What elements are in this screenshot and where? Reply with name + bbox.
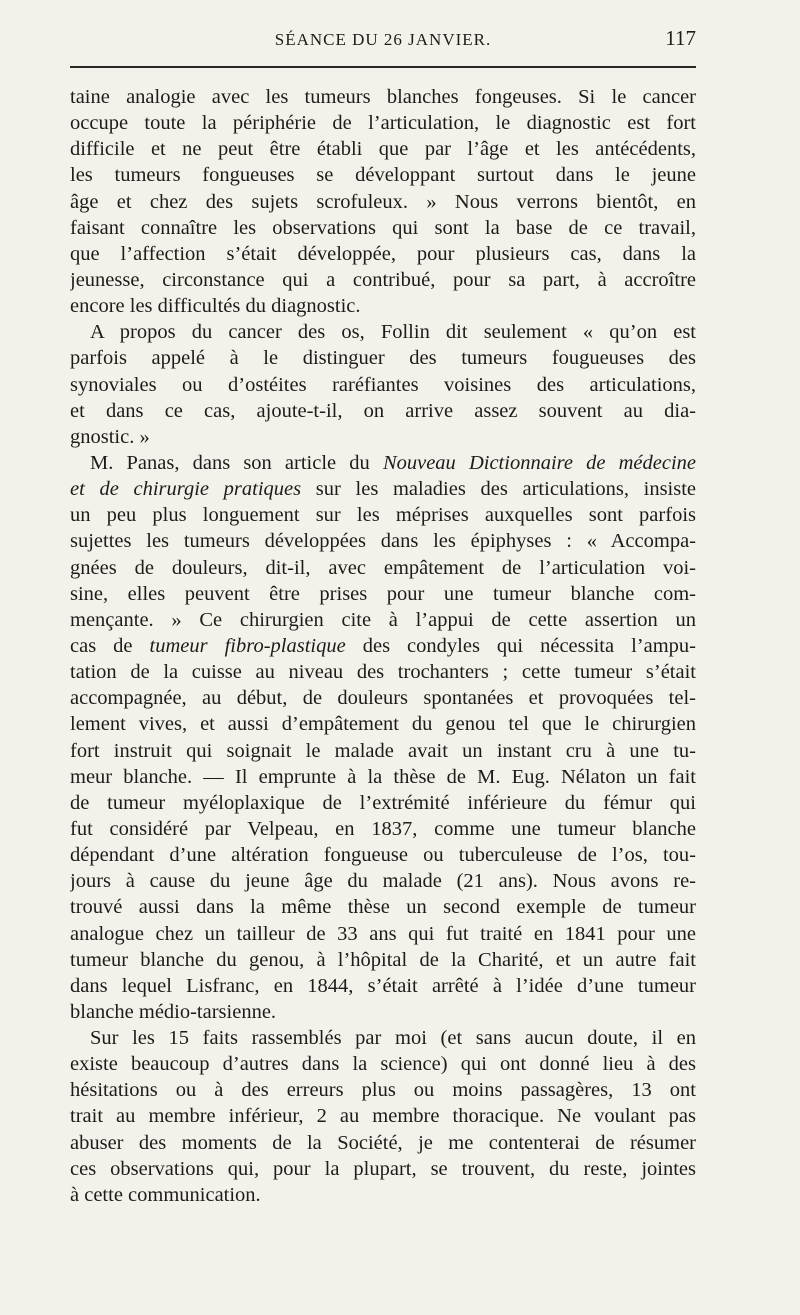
header-rule	[70, 66, 696, 68]
text-line: taine analogie avec les tumeurs blanches fongeuses. Si le cancer	[70, 86, 696, 108]
text-line: jours à cause du jeune âge du malade (21 ans). Nous avons re-	[70, 870, 696, 893]
text-line: accompagnée, au début, de douleurs spontanées et provoquées tel-	[70, 687, 696, 710]
text-line: gnostic. »	[70, 425, 150, 448]
text-line: existe beaucoup d’autres dans la science) qui ont donné lieu à des	[70, 1053, 696, 1076]
text-line: trouvé aussi dans la même thèse un second exemple de tumeur	[70, 896, 696, 919]
text-line: difficile et ne peut être établi que par l’âge et les antécédents,	[70, 138, 696, 161]
body-text	[70, 84, 696, 1208]
text-line: gnées de douleurs, dit-il, avec empâtement de l’articulation voi-	[70, 556, 696, 579]
text-line: encore les difficultés du diagnostic.	[70, 295, 361, 318]
text-line: ces observations qui, pour la plupart, se trouvent, du reste, jointes	[70, 1157, 696, 1180]
text-line: dépendant d’une altération fongueuse ou tuberculeuse de l’os, tou-	[70, 844, 696, 867]
text-line: abuser des moments de la Société, je me contenterai de résumer	[70, 1131, 696, 1154]
text-line	[70, 633, 696, 659]
text-line: que l’affection s’était développée, pour plusieurs cas, dans la	[70, 242, 696, 265]
text-line: fort instruit qui soignait le malade avait un instant cru à une tu-	[70, 739, 696, 762]
text-run: des condyles qui nécessita l’ampu-	[345, 634, 696, 657]
text-line: tation de la cuisse au niveau des trochanters ; cette tumeur s’était	[70, 661, 696, 684]
text-line: analogue chez un tailleur de 33 ans qui fut traité en 1841 pour une	[70, 922, 696, 945]
text-line: lement vives, et aussi d’empâtement du genou tel que le chirurgien	[70, 713, 696, 736]
text-line	[70, 476, 696, 502]
text-line: faisant connaître les observations qui sont la base de ce travail,	[70, 216, 696, 239]
text-line: sujettes les tumeurs développées dans les épiphyses : « Accompa-	[70, 530, 696, 553]
text-line: tumeur blanche du genou, à l’hôpital de la Charité, et un autre fait	[70, 948, 696, 971]
running-title: SÉANCE DU 26 JANVIER.	[274, 30, 492, 49]
text-line: A propos du cancer des os, Follin dit seulement « qu’on est	[90, 321, 696, 344]
book-title-italic: Nouveau Dictionnaire de médecine	[382, 451, 696, 474]
text-line: dans lequel Lisfranc, en 1844, s’était arrêté à l’idée d’une tumeur	[70, 974, 696, 997]
text-line: hésitations ou à des erreurs plus ou moins passagères, 13 ont	[70, 1079, 696, 1102]
text-line: de tumeur myéloplaxique de l’extrémité inférieure du fémur qui	[70, 791, 696, 814]
book-title-italic: et de chirurgie pratiques	[70, 478, 302, 501]
text-line: à cette communication.	[70, 1183, 261, 1206]
text-run: cas de	[70, 634, 150, 657]
text-line: un peu plus longuement sur les méprises auxquelles sont parfois	[70, 504, 696, 527]
running-head	[70, 26, 696, 58]
text-run: M. Panas, dans son article du	[90, 451, 383, 474]
term-italic: tumeur fibro-plastique	[149, 634, 346, 657]
text-line: les tumeurs fongueuses se développant surtout dans le jeune	[70, 164, 696, 187]
text-run: sur les maladies des articulations, insiste	[301, 478, 696, 501]
text-line: jeunesse, circonstance qui a contribué, pour sa part, à accroître	[70, 268, 696, 291]
text-line: sine, elles peuvent être prises pour une tumeur blanche com-	[70, 582, 696, 605]
text-line: et dans ce cas, ajoute-t-il, on arrive assez souvent au dia-	[70, 399, 696, 422]
text-line: blanche médio-tarsienne.	[70, 1000, 277, 1023]
text-line: Sur les 15 faits rassemblés par moi (et sans aucun doute, il en	[90, 1027, 696, 1050]
page-number: 117	[665, 26, 696, 50]
text-line: mençante. » Ce chirurgien cite à l’appui de cette assertion un	[70, 608, 696, 631]
text-line: fut considéré par Velpeau, en 1837, comme une tumeur blanche	[70, 817, 696, 840]
text-line: âge et chez des sujets scrofuleux. » Nous verrons bientôt, en	[70, 190, 696, 213]
text-line: occupe toute la périphérie de l’articulation, le diagnostic est fort	[70, 112, 696, 135]
text-line	[70, 450, 696, 476]
text-line: parfois appelé à le distinguer des tumeurs fougueuses des	[70, 347, 696, 370]
text-line: trait au membre inférieur, 2 au membre thoracique. Ne voulant pas	[70, 1105, 696, 1128]
text-line: meur blanche. — Il emprunte à la thèse de M. Eug. Nélaton un fait	[70, 765, 696, 788]
text-line: synoviales ou d’ostéites raréfiantes voisines des articulations,	[70, 373, 696, 396]
